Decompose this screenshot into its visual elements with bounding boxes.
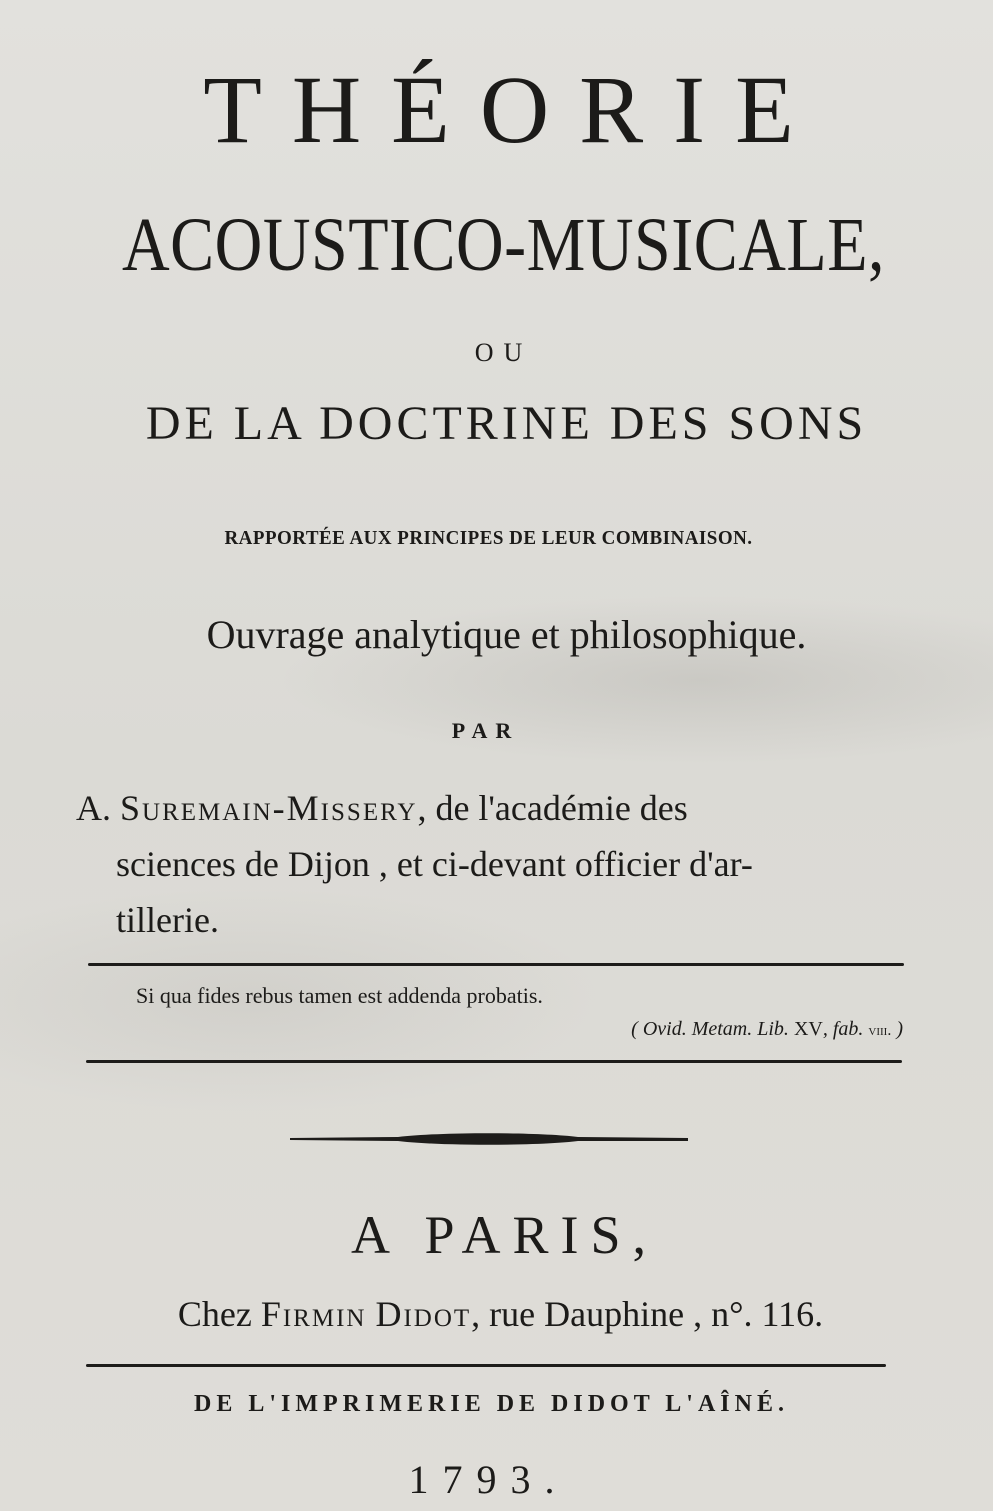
ornament-rule-icon — [288, 1130, 690, 1148]
epigraph-citation — [631, 1018, 903, 1041]
citation-close: ) — [891, 1018, 903, 1040]
publisher-last-name: Didot — [375, 1294, 472, 1334]
citation-fable: viii. — [868, 1022, 892, 1039]
rule-divider-publisher — [86, 1364, 886, 1367]
rule-divider-bottom — [86, 1060, 902, 1063]
author-block — [76, 780, 906, 948]
title-connector: OU — [474, 338, 533, 367]
citation-book: XV — [793, 1018, 823, 1040]
publisher-address: , rue Dauphine , n°. 116. — [471, 1294, 824, 1334]
rule-divider-top — [88, 963, 904, 966]
author-name: Suremain-Missery — [120, 788, 418, 828]
publisher-line — [8, 1296, 993, 1332]
epigraph-text: Si qua fides rebus tamen est addenda probatis. — [136, 983, 543, 1008]
subtitle: DE LA DOCTRINE DES SONS — [145, 397, 868, 450]
author-affiliation-2: sciences de Dijon , et ci-devant officier d'ar- — [116, 844, 753, 884]
printer-line: DE L'IMPRIMERIE DE DIDOT L'AÎNÉ. — [194, 1391, 789, 1417]
title-main: THÉORIE — [203, 56, 824, 163]
publisher-prefix: Chez — [177, 1294, 261, 1334]
subtitle-detail: RAPPORTÉE AUX PRINCIPES DE LEUR COMBINAISON. — [224, 527, 753, 549]
work-type: Ouvrage analytique et philosophique. — [206, 612, 807, 657]
publication-year: 1793. — [408, 1457, 569, 1502]
author-initial: A. — [76, 788, 111, 828]
by-label: PAR — [451, 718, 520, 743]
publisher-first-name: Firmin — [260, 1294, 367, 1334]
citation-mid: , fab. — [822, 1018, 869, 1040]
author-affiliation-1: , de l'académie des — [417, 788, 688, 828]
citation-open: ( Ovid. Metam. Lib. — [631, 1018, 794, 1040]
author-affiliation-3: tillerie. — [116, 900, 219, 940]
publication-place: A PARIS, — [350, 1205, 659, 1265]
title-secondary: ACOUSTICO-MUSICALE, — [121, 203, 886, 288]
